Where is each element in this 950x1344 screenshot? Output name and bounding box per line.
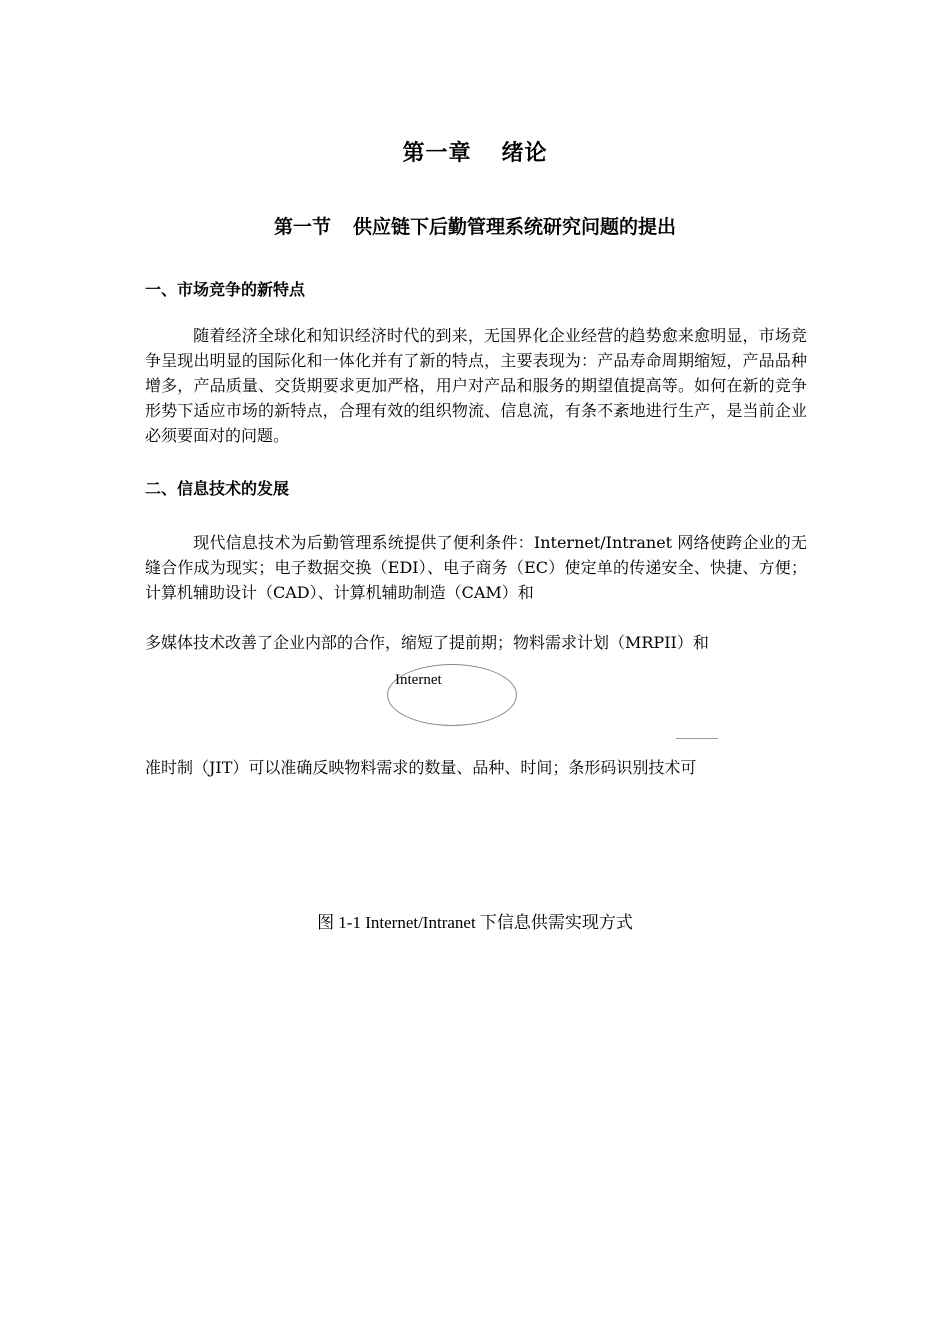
- paragraph-line: 准时制（JIT）可以准确反映物料需求的数量、品种、时间；条形码识别技术可: [145, 758, 697, 777]
- subsection-heading-1: 一、市场竞争的新特点: [145, 280, 306, 299]
- subsection-heading-2: 二、信息技术的发展: [145, 479, 290, 498]
- paragraph-line: 多媒体技术改善了企业内部的合作，缩短了提前期；物料需求计划（MRPII）和: [145, 633, 709, 652]
- paragraph-text: 现代信息技术为后勤管理系统提供了便利条件：Internet/Intranet 网络使跨企业的无缝合作成为现实；电子数据交换（EDI）、电子商务（EC）使定单的传递安全、快捷、方便；计算机辅助设计（CAD）、计算机辅助制造（CAM）和: [145, 533, 807, 602]
- paragraph-text: 随着经济全球化和知识经济时代的到来，无国界化企业经营的趋势愈来愈明显，市场竞争呈现出明显的国际化和一体化并有了新的特点，主要表现为：产品寿命周期缩短，产品品种增多，产品质量、交货期要求更加严格，用户对产品和服务的期望值提高等。如何在新的竞争形势下适应市场的新特点，合理有效的组织物流、信息流，有条不紊地进行生产，是当前企业必须要面对的问题。: [145, 326, 807, 445]
- section-name: 供应链下后勤管理系统研究问题的提出: [353, 216, 677, 238]
- chapter-title: [0, 136, 950, 167]
- paragraph-info-tech: [145, 530, 807, 605]
- paragraph-market-competition: [145, 323, 807, 448]
- figure-connector-line: [676, 738, 718, 739]
- figure-caption: 图 1-1 Internet/Intranet 下信息供需实现方式: [317, 913, 633, 932]
- chapter-label: 第一章: [402, 141, 472, 166]
- section-label: 第一节: [273, 216, 331, 238]
- chapter-name: 绪论: [501, 141, 548, 166]
- figure-node-label: Internet: [395, 672, 442, 688]
- section-title: [0, 212, 950, 239]
